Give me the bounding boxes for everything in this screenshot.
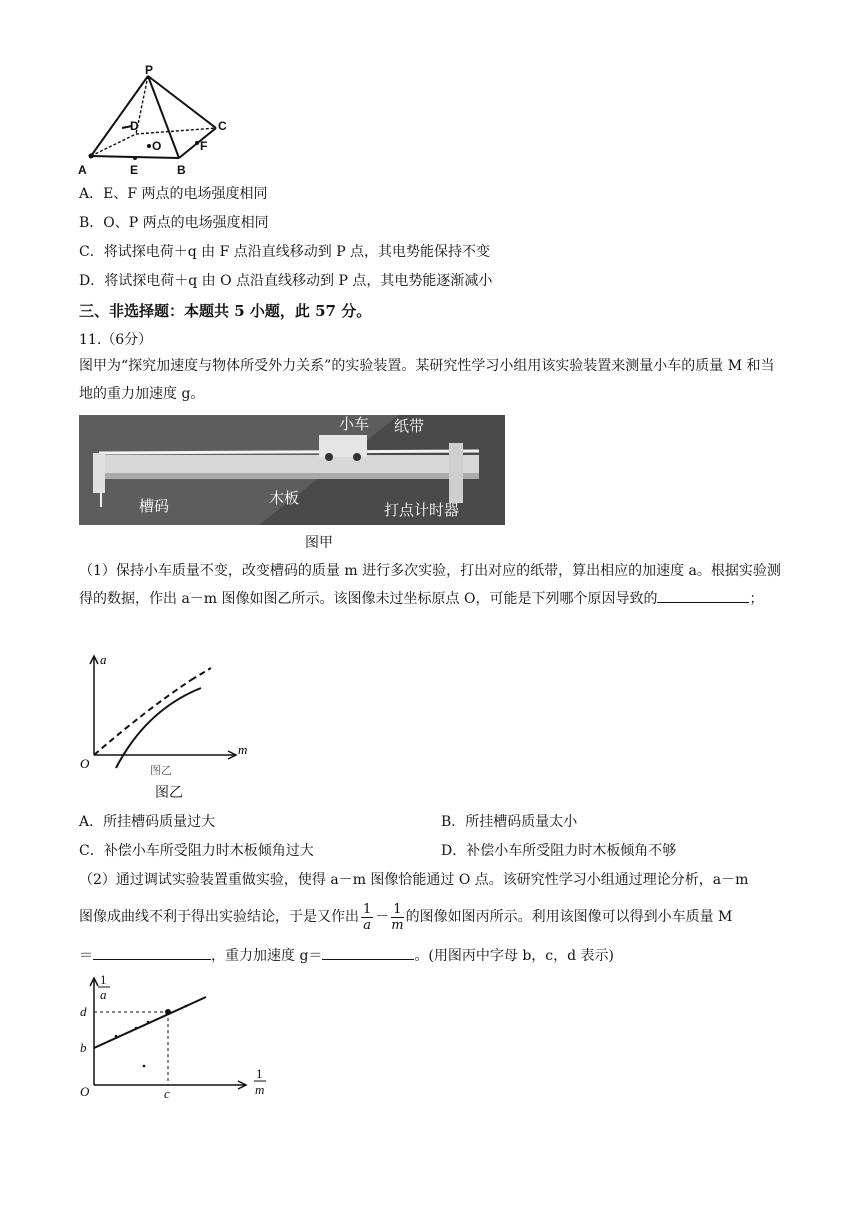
graph-bing-x-num: 1 (256, 1066, 263, 1081)
label-C: C (218, 119, 227, 133)
q11-part1-text: （1）保持小车质量不变，改变槽码的质量 m 进行多次实验，打出对应的纸带，算出相应的加速度 a。根据实验测得的数据，作出 a－m 图像如图乙所示。该图像未过坐标原点 O，可能是下列哪个原因导致的 ； (79, 563, 781, 607)
pyramid-figure (76, 64, 236, 176)
photo-label-car: 小车 (339, 415, 370, 433)
q10-option-a: A．E、F 两点的电场强度相同 (79, 186, 268, 202)
label-D: D (130, 119, 139, 133)
fig-jia-caption: 图甲 (305, 535, 333, 551)
q11-intro: 图甲为“探究加速度与物体所受外力关系”的实验装置。某研究性学习小组用该实验装置来测量小车的质量 M 和当地的重力加速度 g。 (79, 358, 775, 402)
photo-label-tape: 纸带 (394, 417, 425, 435)
photo-label-hook: 槽码 (139, 497, 170, 515)
part1-option-d: D．补偿小车所受阻力时木板倾角不够 (441, 843, 677, 859)
experiment-photo (79, 415, 505, 525)
graph-bing-y-num: 1 (100, 972, 107, 987)
answer-blank-g[interactable] (322, 945, 414, 960)
label-F: F (200, 139, 208, 153)
photo-label-board: 木板 (269, 489, 300, 507)
q11-part2-line2: 图像成曲线不利于得出实验结论，于是又作出 $\frac{1}{a}$ － $\frac{1}{m}$ 的图像如图丙所示。利用该图像可以得到小车质量 M (79, 901, 733, 933)
graph-bing (76, 970, 276, 1102)
label-E: E (130, 163, 139, 176)
graph-bing-d: d (80, 1004, 87, 1019)
photo-label-timer: 打点计时器 (384, 501, 460, 519)
graph-bing-b: b (80, 1040, 87, 1055)
label-B: B (177, 163, 186, 176)
section-3-title: 三、非选择题：本题共 5 小题，此 57 分。 (79, 302, 372, 320)
fraction-1-over-a: $\frac{1}{a}$ (363, 901, 372, 933)
graph-bing-x-den: m (255, 1082, 265, 1097)
graph-yi-y-axis: a (100, 652, 107, 667)
label-A: A (78, 163, 87, 176)
graph-yi (76, 650, 256, 775)
graph-yi-x-axis: m (238, 742, 248, 757)
q10-option-d: D．将试探电荷＋q 由 O 点沿直线移动到 P 点，其电势能逐渐减小 (79, 273, 493, 289)
graph-yi-small-caption: 图乙 (150, 764, 172, 775)
label-O: O (152, 139, 162, 153)
q11-part2-line3: ＝ ，重力加速度 g＝ 。(用图丙中字母 b，c，d 表示) (79, 945, 614, 966)
answer-blank-M[interactable] (93, 945, 211, 960)
q10-option-b: B．O、P 两点的电场强度相同 (79, 215, 269, 231)
fig-yi-caption: 图乙 (155, 785, 183, 801)
fraction-1-over-m: $\frac{1}{m}$ (391, 901, 404, 933)
q11-part2-line1: （2）通过调试实验装置重做实验，使得 a－m 图像恰能通过 O 点。该研究性学习小组通过理论分析，a－m (79, 872, 749, 888)
q10-option-c: C．将试探电荷＋q 由 F 点沿直线移动到 P 点，其电势能保持不变 (79, 244, 491, 260)
part1-option-a: A．所挂槽码质量过大 (79, 814, 216, 830)
part1-option-c: C．补偿小车所受阻力时木板倾角过大 (79, 843, 314, 859)
answer-blank-1[interactable] (657, 588, 749, 603)
q11-header: 11.（6分） (79, 332, 153, 348)
part1-option-b: B．所挂槽码质量太小 (441, 814, 578, 830)
graph-bing-origin: O (80, 1084, 90, 1099)
graph-bing-c: c (164, 1086, 170, 1101)
graph-bing-y-den: a (100, 987, 107, 1002)
label-P: P (145, 64, 154, 77)
graph-yi-origin: O (80, 756, 90, 771)
